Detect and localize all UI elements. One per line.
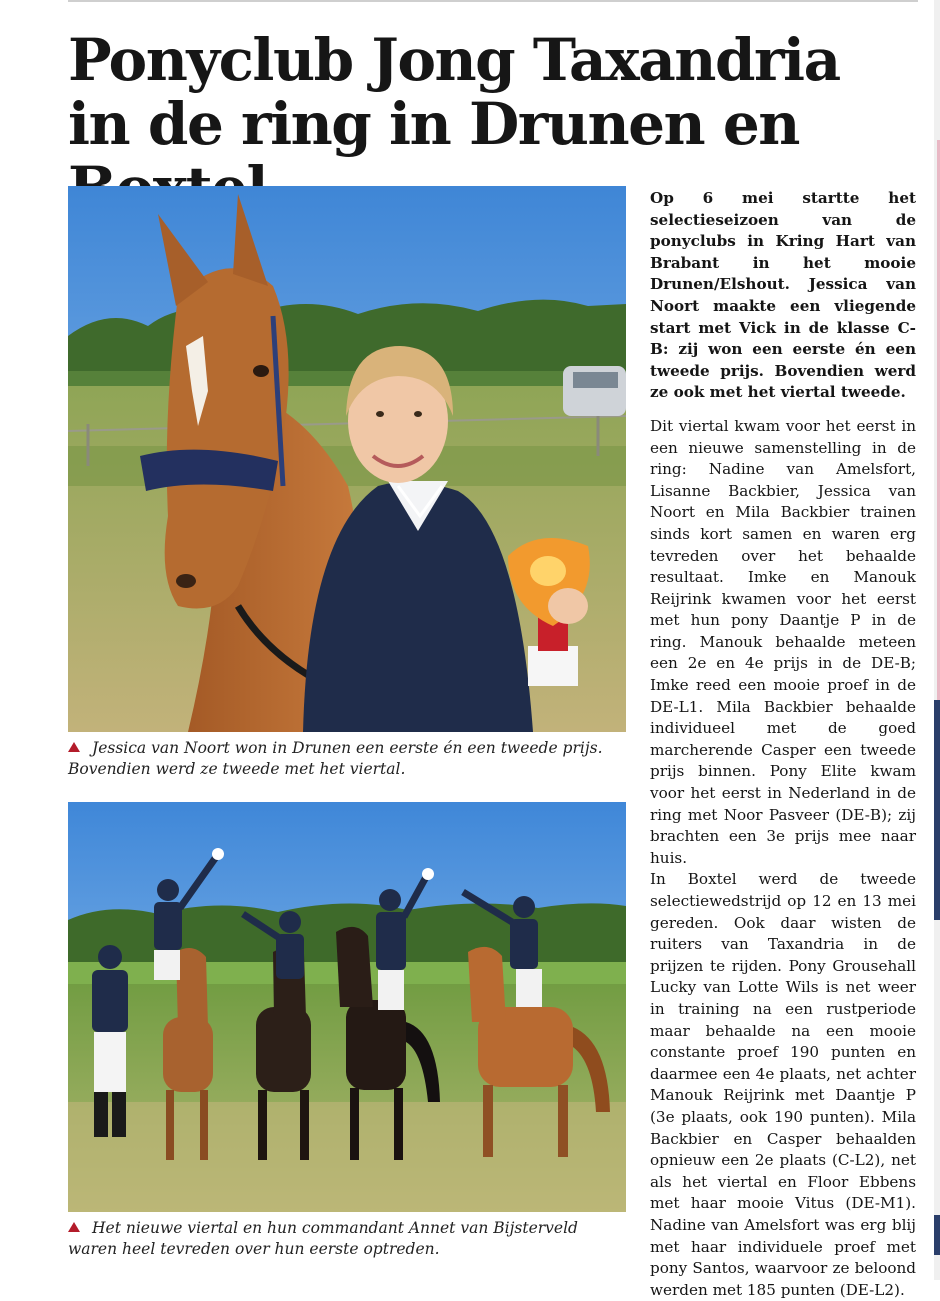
triangle-up-icon bbox=[68, 1222, 80, 1232]
edge-marker bbox=[934, 700, 940, 920]
photo-caption-1 bbox=[68, 738, 626, 780]
article-intro: Op 6 mei startte het selectieseizoen van de ponyclubs in Kring Hart van Brabant in het mooie Drunen/Elshout. Jessica van Noort maakte een vliegende start met Vick in de klasse C-B: zij won een eerste én een tweede prijs. Bovendien werd ze ook met het viertal tweede. bbox=[650, 189, 916, 402]
article-body bbox=[650, 188, 916, 1301]
article-paragraph-2: In Boxtel werd de tweede selectiewedstrijd op 12 en 13 mei gereden. Ook daar wisten de ruiters van Taxandria in de prijzen te rijden. Pony Grousehall Lucky van Lotte Wils is net weer in training na een rustperiode maar behaalde na een mooie constante proef 190 punten en daarmee een 4e plaats, net achter Manouk Reijrink met Daantje P (3e plaats, ook 190 punten). Mila Backbier en Casper behaalden opnieuw een 2e plaats (C-L2), net als het viertal en Floor Ebbens met haar mooie Vitus (DE-M1). Nadine van Amelsfort was erg blij met haar individuele proef met pony Santos, waarvoor ze beloond werden met 185 punten (DE-L2). bbox=[650, 870, 916, 1299]
top-rule bbox=[68, 0, 918, 2]
photo-group-riders bbox=[68, 802, 626, 1212]
photo-group-riders-image bbox=[68, 802, 626, 1212]
photo-girl-with-pony-image bbox=[68, 186, 626, 732]
photo-caption-2 bbox=[68, 1218, 626, 1260]
photo-girl-with-pony bbox=[68, 186, 626, 732]
triangle-up-icon bbox=[68, 742, 80, 752]
article-paragraph-1: Dit viertal kwam voor het eerst in een nieuwe samenstelling in de ring: Nadine van Amelsfort, Lisanne Backbier, Jessica van Noort en Mila Backbier trainen sinds kort samen en waren erg tevreden over het behaalde resultaat. Imke en Manouk Reijrink kwamen voor het eerst met hun pony Daantje P in de ring. Manouk behaalde meteen een 2e en 4e prijs in de DE-B; Imke reed een mooie proef in de DE-L1. Mila Backbier behaalde individueel met de goed marcherende Casper een tweede prijs binnen. Pony Elite kwam voor het eerst in Nederland in de ring met Noor Pasveer (DE-B); zij brachten een 3e prijs mee naar huis. bbox=[650, 416, 916, 867]
caption-text-2: Het nieuwe viertal en hun commandant Annet van Bijsterveld waren heel tevreden over hun eerste optreden. bbox=[68, 1219, 578, 1258]
caption-text-1: Jessica van Noort won in Drunen een eerste én een tweede prijs. Bovendien werd ze tweede met het viertal. bbox=[68, 739, 603, 778]
edge-marker bbox=[934, 1215, 940, 1255]
article-headline: Ponyclub Jong Taxandria in de ring in Drunen en bbox=[68, 26, 840, 158]
